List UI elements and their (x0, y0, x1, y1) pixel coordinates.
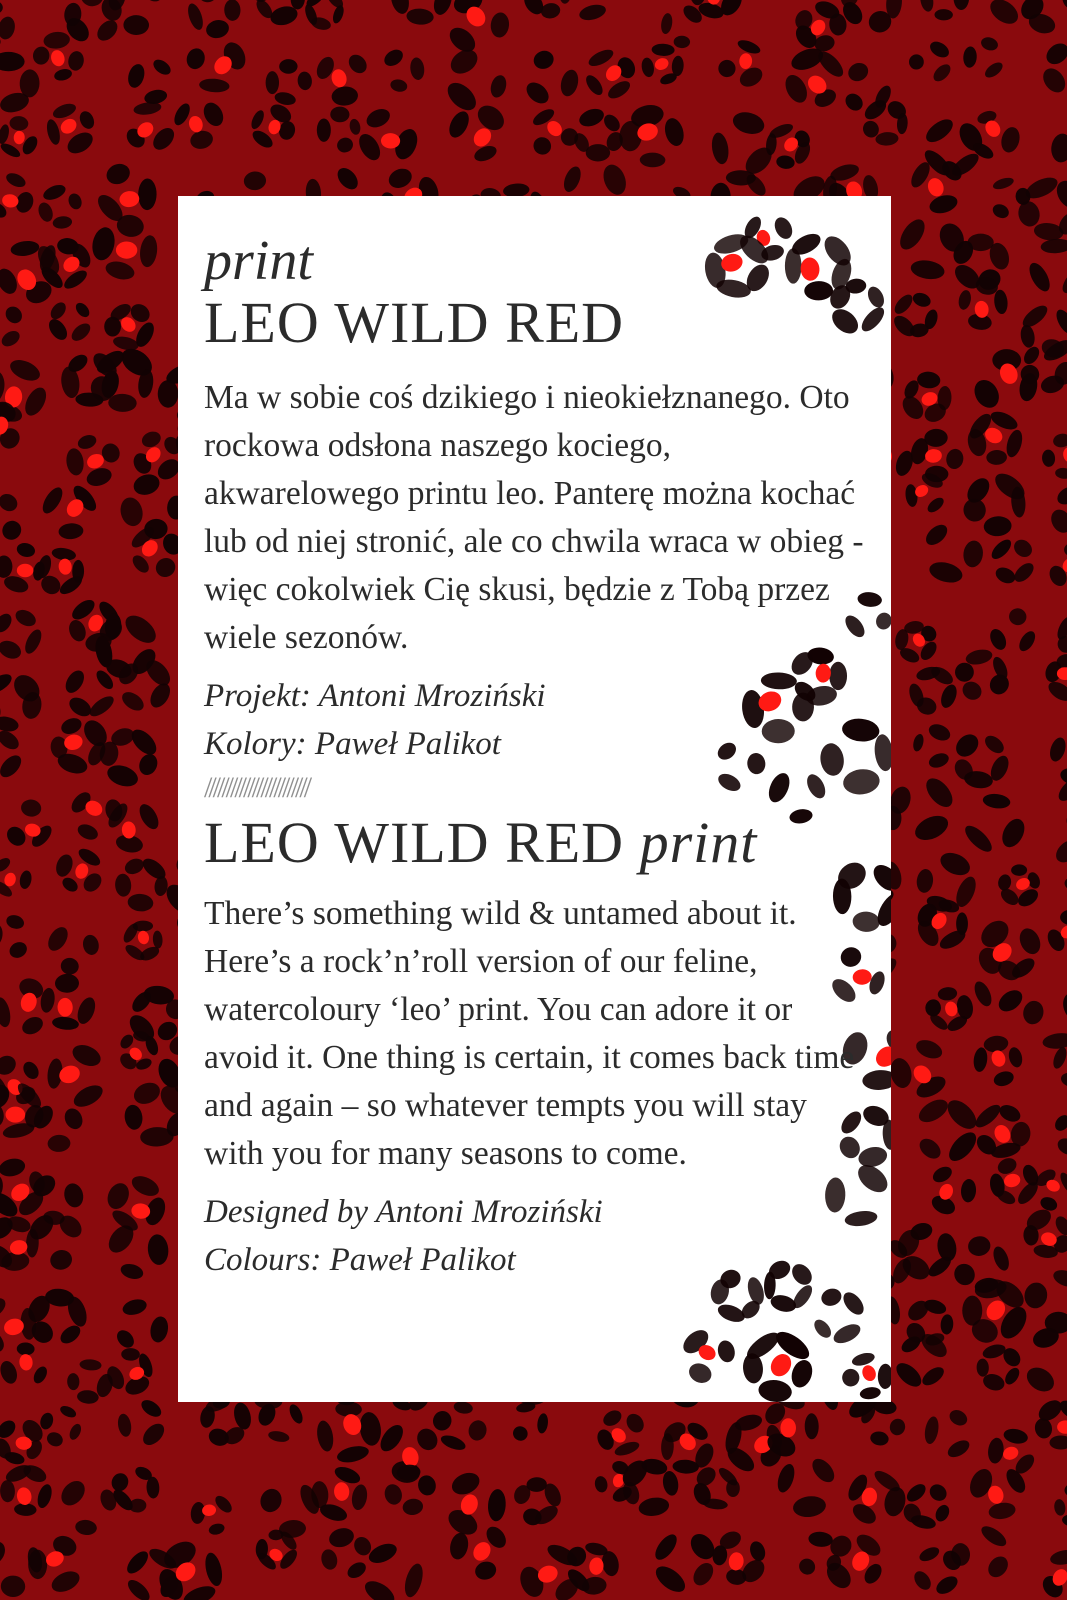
polish-credits (204, 672, 874, 768)
leopard-spot (833, 1343, 891, 1402)
english-credit-design: Designed by Antoni Mroziński (204, 1194, 603, 1230)
polish-description: Ma w sobie coś dzikiego i nieokiełznanego. Oto rockowa odsłona naszego kociego, akwarelowego printu leo. Panterę można kochać lub od niej stronić, ale co chwila wraca w obieg - więc cokolwiek Cię skusi, będzie z Tobą przez wiele sezonów. (204, 379, 864, 656)
leopard-spot (725, 1316, 829, 1402)
card-content (204, 232, 874, 1284)
english-title-line (204, 810, 874, 876)
english-credit-colors: Colours: Paweł Palikot (204, 1242, 516, 1278)
polish-title: LEO WILD RED (204, 290, 625, 355)
polish-credit-design: Projekt: Antoni Mroziński (204, 678, 546, 714)
english-description: There’s something wild & untamed about it. Here’s a rock’n’roll version of our feline, watercoloury ‘leo’ print. You can adore it or avoid it. One thing is certain, it comes back time and again – so whatever tempts you will stay with you for many seasons to come. (204, 895, 855, 1172)
english-title: LEO WILD RED (204, 810, 625, 875)
info-card (178, 196, 891, 1402)
english-credits (204, 1188, 874, 1284)
section-divider: //////////////////////// (204, 771, 309, 804)
polish-credit-colors: Kolory: Paweł Palikot (204, 726, 501, 762)
polish-kicker: print (204, 230, 313, 292)
english-kicker: print (639, 810, 758, 875)
leopard-spot (667, 1318, 745, 1395)
